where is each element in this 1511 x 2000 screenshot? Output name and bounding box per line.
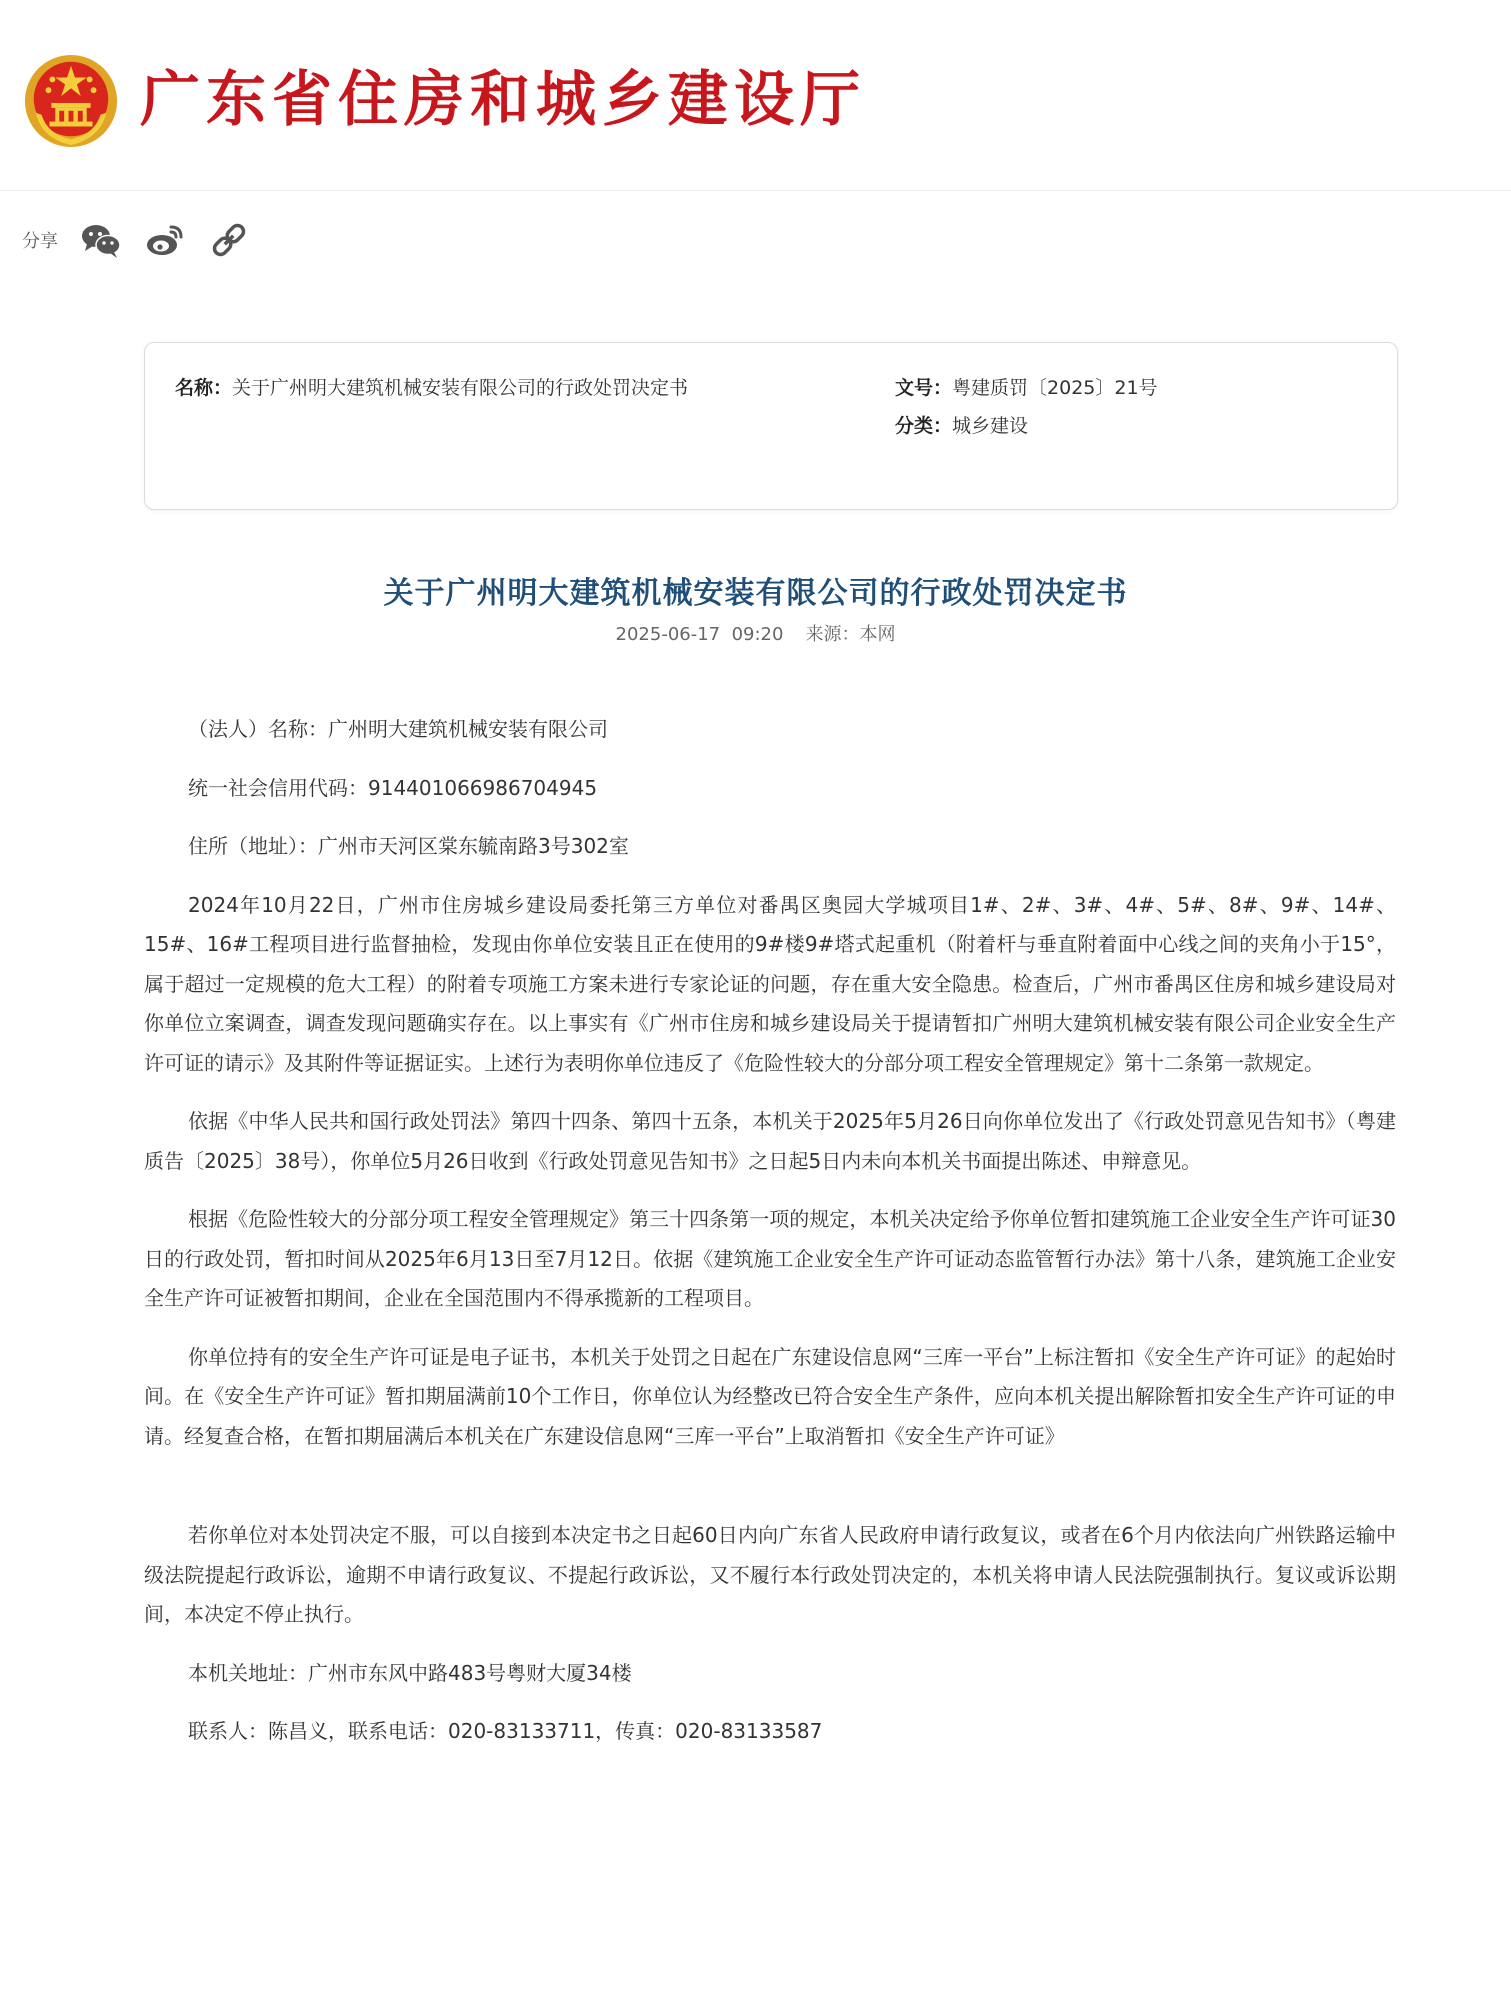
paragraph-facts: 2024年10月22日，广州市住房城乡建设局委托第三方单位对番禺区奥园大学城项目1#、2#、3#、4#、5#、8#、9#、14#、15#、16#工程项目进行监督抽检，发现由你单位安装且正在使用的9#楼9#塔式起重机（附着杆与垂直附着面中心线之间的夹角小于15°，属于超过一定规模的危大工程）的附着专项施工方案未进行专家论证的问题，存在重大安全隐患。检查后，广州市番禺区住房和城乡建设局对你单位立案调查，调查发现问题确实存在。以上事实有《广州市住房和城乡建设局关于提请暂扣广州明大建筑机械安装有限公司企业安全生产许可证的请示》及其附件等证据证实。上述行为表明你单位违反了《危险性较大的分部分项工程安全管理规定》第十二条第一款规定。 (144, 892, 1396, 1075)
site-title: 广东省住房和城乡建设厅 (140, 65, 866, 135)
paragraph-license: 你单位持有的安全生产许可证是电子证书，本机关于处罚之日起在广东建设信息网“三库一平台”上标注暂扣《安全生产许可证》的起始时间。在《安全生产许可证》暂扣期届满前10个工作日，你单位认为经整改已符合安全生产条件，应向本机关提出解除暂扣安全生产许可证的申请。经复查合格，在暂扣期届满后本机关在广东建设信息网“三库一平台”上取消暂扣《安全生产许可证》 (144, 1344, 1396, 1448)
article-body (144, 710, 1396, 1771)
paragraph-contact: 联系人：陈昌义，联系电话：020-83133711，传真：020-83133587 (188, 1719, 823, 1743)
publish-date: 2025-06-17 09:20 (615, 624, 784, 645)
paragraph-address: 住所（地址）：广州市天河区棠东毓南路3号302室 (188, 834, 629, 858)
info-name-value: 关于广州明大建筑机械安装有限公司的行政处罚决定书 (232, 377, 689, 399)
info-category-label: 分类： (895, 415, 953, 437)
info-docno-value: 粤建质罚〔2025〕21号 (952, 377, 1158, 399)
paragraph-penalty: 根据《危险性较大的分部分项工程安全管理规定》第三十四条第一项的规定，本机关决定给予你单位暂扣建筑施工企业安全生产许可证30日的行政处罚，暂扣时间从2025年6月13日至7月12日。依据《建筑施工企业安全生产许可证动态监管暂行办法》第十八条，建筑施工企业安全生产许可证被暂扣期间，企业在全国范围内不得承揽新的工程项目。 (144, 1207, 1396, 1310)
paragraph-credit-code: 统一社会信用代码：914401066986704945 (188, 775, 598, 800)
share-bar (22, 220, 250, 260)
info-docno-row (895, 373, 1158, 400)
weibo-icon[interactable] (144, 220, 186, 260)
wechat-icon[interactable] (80, 220, 122, 260)
article-meta (0, 620, 1511, 646)
info-category-value: 城乡建设 (952, 415, 1029, 437)
article-source: 来源：本网 (805, 624, 896, 645)
paragraph-legal-basis: 依据《中华人民共和国行政处罚法》第四十四条、第四十五条，本机关于2025年5月26日向你单位发出了《行政处罚意见告知书》（粤建质告〔2025〕38号），你单位5月26日收到《行政处罚意见告知书》之日起5日内未向本机关书面提出陈述、申辩意见。 (144, 1109, 1396, 1173)
article-title: 关于广州明大建筑机械安装有限公司的行政处罚决定书 (383, 576, 1128, 612)
share-label: 分享 (22, 231, 58, 252)
paragraph-agency-address: 本机关地址：广州市东风中路483号粤财大厦34楼 (188, 1660, 632, 1685)
link-icon[interactable] (208, 220, 250, 260)
document-info-card (144, 342, 1398, 510)
info-name-row (175, 373, 688, 400)
site-header (0, 0, 1511, 191)
info-category-row (895, 411, 1028, 438)
info-docno-label: 文号： (895, 377, 953, 399)
national-emblem-icon[interactable] (22, 52, 120, 150)
paragraph-appeal: 若你单位对本处罚决定不服，可以自接到本决定书之日起60日内向广东省人民政府申请行政复议，或者在6个月内依法向广州铁路运输中级法院提起行政诉讼，逾期不申请行政复议、不提起行政诉讼，又不履行本行政处罚决定的，本机关将申请人民法院强制执行。复议或诉讼期间，本决定不停止执行。 (144, 1523, 1396, 1626)
paragraph-entity-name: （法人）名称：广州明大建筑机械安装有限公司 (188, 717, 608, 741)
info-name-label: 名称： (175, 377, 233, 399)
